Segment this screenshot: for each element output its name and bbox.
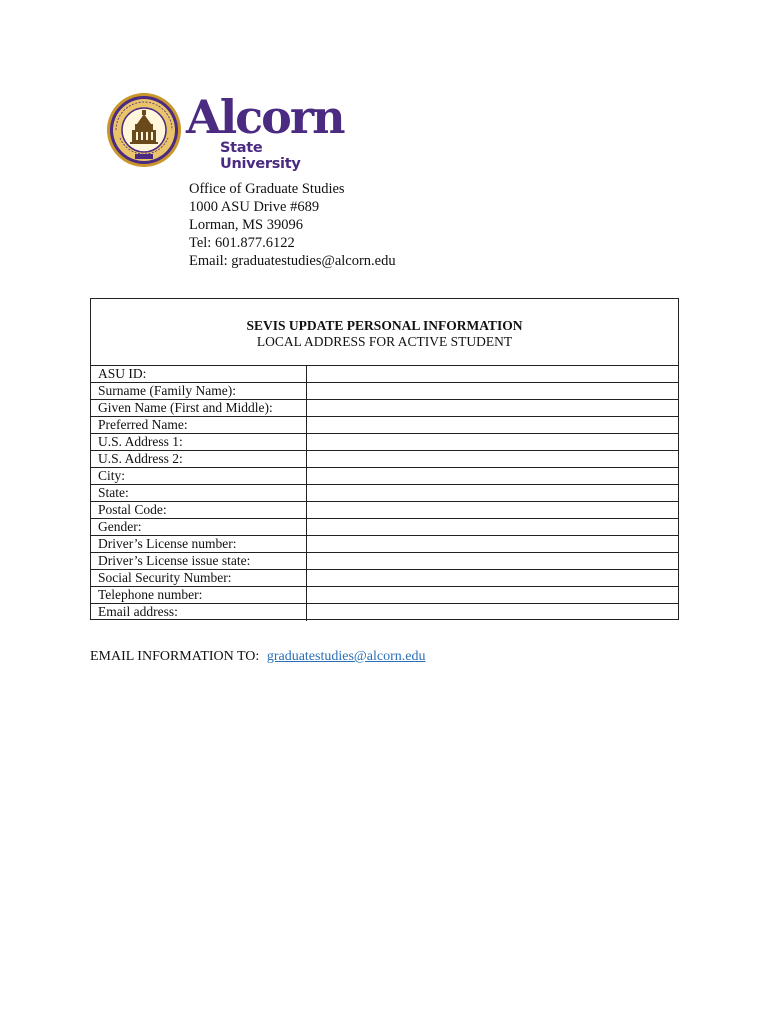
telephone-field[interactable] xyxy=(307,587,678,603)
license-number-field[interactable] xyxy=(307,536,678,552)
field-label: Telephone number: xyxy=(91,587,307,603)
field-label: Email address: xyxy=(91,604,307,621)
preferred-name-field[interactable] xyxy=(307,417,678,433)
form-row-email xyxy=(91,604,678,621)
field-label: Social Security Number: xyxy=(91,570,307,586)
field-label: City: xyxy=(91,468,307,484)
given-name-field[interactable] xyxy=(307,400,678,416)
form-row-city xyxy=(91,468,678,485)
form-header xyxy=(91,299,678,366)
personal-info-form xyxy=(90,298,679,620)
field-label: U.S. Address 1: xyxy=(91,434,307,450)
office-street: 1000 ASU Drive #689 xyxy=(189,199,320,215)
form-row-telephone xyxy=(91,587,678,604)
form-row-preferred-name xyxy=(91,417,678,434)
wordmark-title: Alcorn xyxy=(186,90,344,144)
form-row-license-number xyxy=(91,536,678,553)
license-state-field[interactable] xyxy=(307,553,678,569)
field-label: Driver’s License number: xyxy=(91,536,307,552)
form-rows xyxy=(91,366,678,621)
field-label: Postal Code: xyxy=(91,502,307,518)
field-label: ASU ID: xyxy=(91,366,307,382)
surname-field[interactable] xyxy=(307,383,678,399)
field-label: U.S. Address 2: xyxy=(91,451,307,467)
graduate-studies-email-link[interactable]: graduatestudies@alcorn.edu xyxy=(266,649,426,664)
field-label: Gender: xyxy=(91,519,307,535)
office-phone: Tel: 601.877.6122 xyxy=(189,235,295,251)
state-field[interactable] xyxy=(307,485,678,501)
university-logo xyxy=(106,92,346,172)
wordmark-subtitle: State University xyxy=(220,140,301,172)
postal-code-field[interactable] xyxy=(307,502,678,518)
field-label: Given Name (First and Middle): xyxy=(91,400,307,416)
asu-id-field[interactable] xyxy=(307,366,678,382)
wordmark xyxy=(186,90,346,172)
office-address-block xyxy=(189,180,396,270)
form-row-license-state xyxy=(91,553,678,570)
form-subtitle: LOCAL ADDRESS FOR ACTIVE STUDENT xyxy=(256,334,513,349)
office-city: Lorman, MS 39096 xyxy=(189,217,303,233)
form-title: SEVIS UPDATE PERSONAL INFORMATION xyxy=(246,318,523,333)
city-field[interactable] xyxy=(307,468,678,484)
submission-instructions xyxy=(90,648,425,666)
field-label: Preferred Name: xyxy=(91,417,307,433)
email-instruction-label: EMAIL INFORMATION TO: xyxy=(90,649,260,664)
form-row-address-1 xyxy=(91,434,678,451)
us-address-1-field[interactable] xyxy=(307,434,678,450)
form-row-asu-id xyxy=(91,366,678,383)
form-row-given-name xyxy=(91,400,678,417)
field-label: Driver’s License issue state: xyxy=(91,553,307,569)
form-row-gender xyxy=(91,519,678,536)
gender-field[interactable] xyxy=(307,519,678,535)
field-label: State: xyxy=(91,485,307,501)
university-seal-icon xyxy=(106,92,182,168)
form-row-ssn xyxy=(91,570,678,587)
us-address-2-field[interactable] xyxy=(307,451,678,467)
ssn-field[interactable] xyxy=(307,570,678,586)
form-row-state xyxy=(91,485,678,502)
office-name: Office of Graduate Studies xyxy=(189,181,345,197)
email-address-field[interactable] xyxy=(307,604,678,621)
office-email: Email: graduatestudies@alcorn.edu xyxy=(189,253,396,269)
form-row-postal-code xyxy=(91,502,678,519)
form-row-address-2 xyxy=(91,451,678,468)
form-row-surname xyxy=(91,383,678,400)
field-label: Surname (Family Name): xyxy=(91,383,307,399)
